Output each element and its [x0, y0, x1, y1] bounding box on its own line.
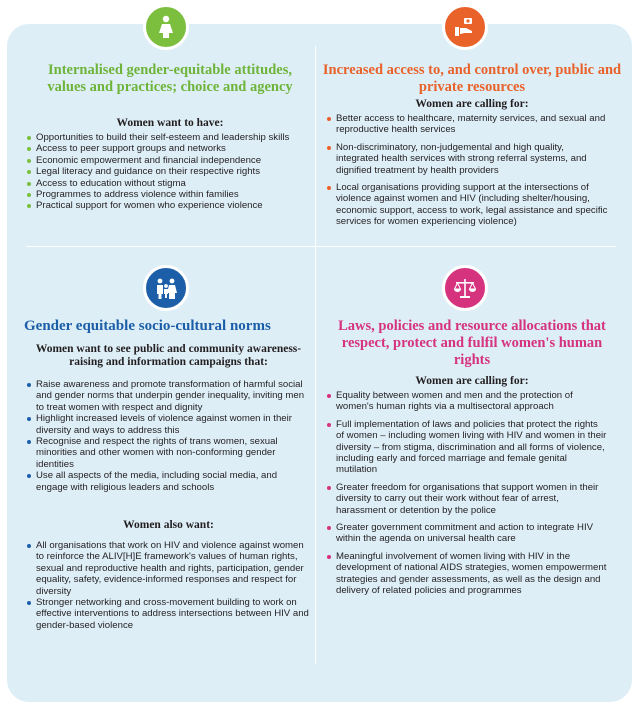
list-also-want — [26, 540, 310, 631]
list-item: Non-discriminatory, non-judgemental and high quality, integrated health services with strong referral systems, and dignified treatment by health providers — [326, 142, 608, 176]
list-item: Economic empowerment and financial independence — [26, 155, 308, 166]
list-laws-policies — [326, 390, 608, 603]
list-item: Greater freedom for organisations that support women in their diversity to carry out their work without fear of arrest, harassment or detention by the police — [326, 482, 608, 516]
list-item: Programmes to address violence within families — [26, 189, 308, 200]
list-resources — [326, 113, 608, 234]
intro-women-want-to-have: Women want to have: — [116, 117, 224, 129]
intro-women-calling-for-2: Women are calling for: — [415, 375, 529, 387]
list-item: Equality between women and men and the protection of women's human rights via a multisectoral approach — [326, 390, 608, 413]
horizontal-divider — [26, 246, 616, 247]
intro-women-also-want: Women also want: — [123, 519, 214, 531]
heading-resources: Increased access to, and control over, public and private resources — [322, 62, 622, 95]
list-item: Access to peer support groups and networks — [26, 143, 308, 154]
list-item: Use all aspects of the media, including social media, and engage with religious leaders and schools — [26, 470, 310, 493]
intro-women-calling-for: Women are calling for: — [415, 98, 529, 110]
list-item: Legal literacy and guidance on their respective rights — [26, 166, 308, 177]
vertical-divider — [315, 46, 316, 664]
scales-of-justice-icon — [442, 265, 488, 311]
list-item: Raise awareness and promote transformation of harmful social and gender norms that underpin gender inequality, inviting men to treat women with respect and dignity — [26, 379, 310, 413]
list-item: Greater government commitment and action to integrate HIV within the agenda on universal health care — [326, 522, 608, 545]
hand-coins-icon — [442, 4, 488, 50]
list-item: Stronger networking and cross-movement building to work on effective interventions to address intersections between HIV and gender-based violence — [26, 597, 310, 631]
heading-attitudes: Internalised gender-equitable attitudes, values and practices; choice and agency — [47, 62, 293, 95]
list-item: Meaningful involvement of women living with HIV in the development of national AIDS strategies, women empowerment strategies and gender assessments, as well as the design and delivery of related policies and programmes — [326, 551, 608, 597]
list-item: Highlight increased levels of violence against women in their diversity and ways to address this — [26, 413, 310, 436]
list-item: Local organisations providing support at the intersections of violence against women and HIV (including shelter/housing, economic support, access to work, legal assistance and specific services for women experiencing violence) — [326, 182, 608, 228]
list-item: Better access to healthcare, maternity services, and sexual and reproductive health services — [326, 113, 608, 136]
family-icon — [143, 265, 189, 311]
list-item: Recognise and respect the rights of trans women, sexual minorities and other women with non-conforming gender identities — [26, 436, 310, 470]
woman-figure-icon — [143, 4, 189, 50]
list-campaigns — [26, 379, 310, 493]
intro-campaigns: Women want to see public and community awareness-raising and information campaigns that: — [35, 343, 302, 368]
list-item: Full implementation of laws and policies that protect the rights of women – including women living with HIV and women in their diversity – from stigma, discrimination and all forms of violence, including early and forced marriage and female genital mutilation — [326, 419, 608, 476]
list-item: Access to education without stigma — [26, 178, 308, 189]
list-item: Practical support for women who experience violence — [26, 200, 308, 211]
heading-norms: Gender equitable socio-cultural norms — [24, 318, 271, 334]
list-attitudes — [26, 132, 308, 212]
list-item: All organisations that work on HIV and violence against women to reinforce the ALIV[H]E framework's values of human rights, sexual and reproductive health and rights, participation, gender equality, safety, evidence-informed responses and respect for diversity — [26, 540, 310, 597]
list-item: Opportunities to build their self-esteem and leadership skills — [26, 132, 308, 143]
heading-laws-policies: Laws, policies and resource allocations that respect, protect and fulfil women's human rights — [338, 318, 606, 368]
